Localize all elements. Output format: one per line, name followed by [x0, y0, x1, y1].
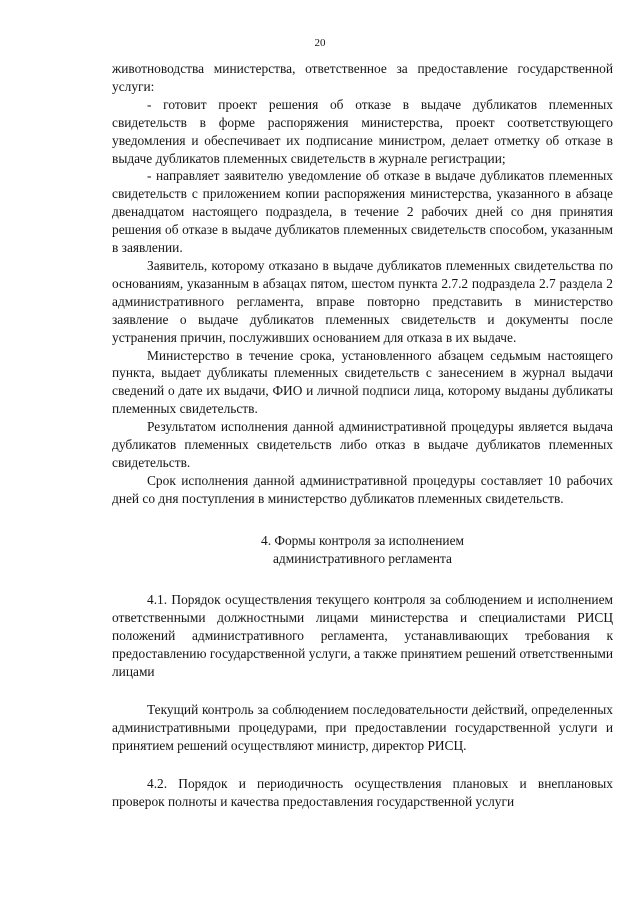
paragraph-continuation: животноводства министерства, ответственное за предоставление государственной услуги:: [112, 61, 613, 94]
document-body: [112, 60, 613, 811]
paragraph-prepare-refusal: - готовит проект решения об отказе в выдаче дубликатов племенных свидетельств в форме распоряжения министерства, проект соответствующего уведомления и обеспечивает их подписание министром, делает отметку об отказе в выдаче дубликатов племенных свидетельств в журнале регистрации;: [112, 96, 613, 166]
section-heading: 4. Формы контроля за исполнением административного регламента: [261, 532, 464, 566]
paragraph-result: Результатом исполнения данной административной процедуры является выдача дубликатов племенных свидетельств либо отказ в выдаче дубликатов племенных свидетельств.: [112, 419, 613, 470]
paragraph-resubmission: Заявитель, которому отказано в выдаче дубликатов племенных свидетельства по основаниям, указанным в абзацах пятом, шестом пункта 2.7.2 подраздела 2.7 раздела 2 административного регламента, вправе повторно представить в министерство заявление о выдаче дубликатов племенных свидетельств и документы после устранения причин, послуживших основанием для отказа в их выдаче.: [112, 257, 613, 345]
paragraph-send-notice: - направляет заявителю уведомление об отказе в выдаче дубликатов племенных свидетельств с приложением копии распоряжения министерства, указанного в абзаце двенадцатом настоящего подраздела, в течение 2 рабочих дней со дня принятия решения об отказе в выдаче дубликатов племенных свидетельств способом, указанным в заявлении.: [112, 168, 613, 256]
subsection-4-1-title: 4.1. Порядок осуществления текущего контроля за соблюдением и исполнением ответственными должностными лицами министерства и специалистами РИСЦ положений административного регламента, устанавливающих требования к предоставлению государственной услуги, а также принятием решений ответственными лицами: [112, 592, 613, 680]
paragraph-issue-duplicates: Министерство в течение срока, установленного абзацем седьмым настоящего пункта, выдает дубликаты племенных свидетельств с занесением в журнал выдачи сведений о дате их выдачи, ФИО и личной подписи лица, которому выданы дубликаты племенных свидетельств.: [112, 347, 613, 417]
subsection-4-2-title: 4.2. Порядок и периодичность осуществления плановых и внеплановых проверок полноты и качества предоставления государственной услуги: [112, 775, 613, 809]
page-number: 20: [314, 37, 326, 49]
paragraph-deadline: Срок исполнения данной административной процедуры составляет 10 рабочих дней со дня поступления в министерство дубликатов племенных свидетельств.: [112, 472, 613, 506]
paragraph-current-control: Текущий контроль за соблюдением последовательности действий, определенных административными процедурами, при предоставлении государственной услуги и принятием решений осуществляют министр, директор РИСЦ.: [112, 702, 613, 753]
